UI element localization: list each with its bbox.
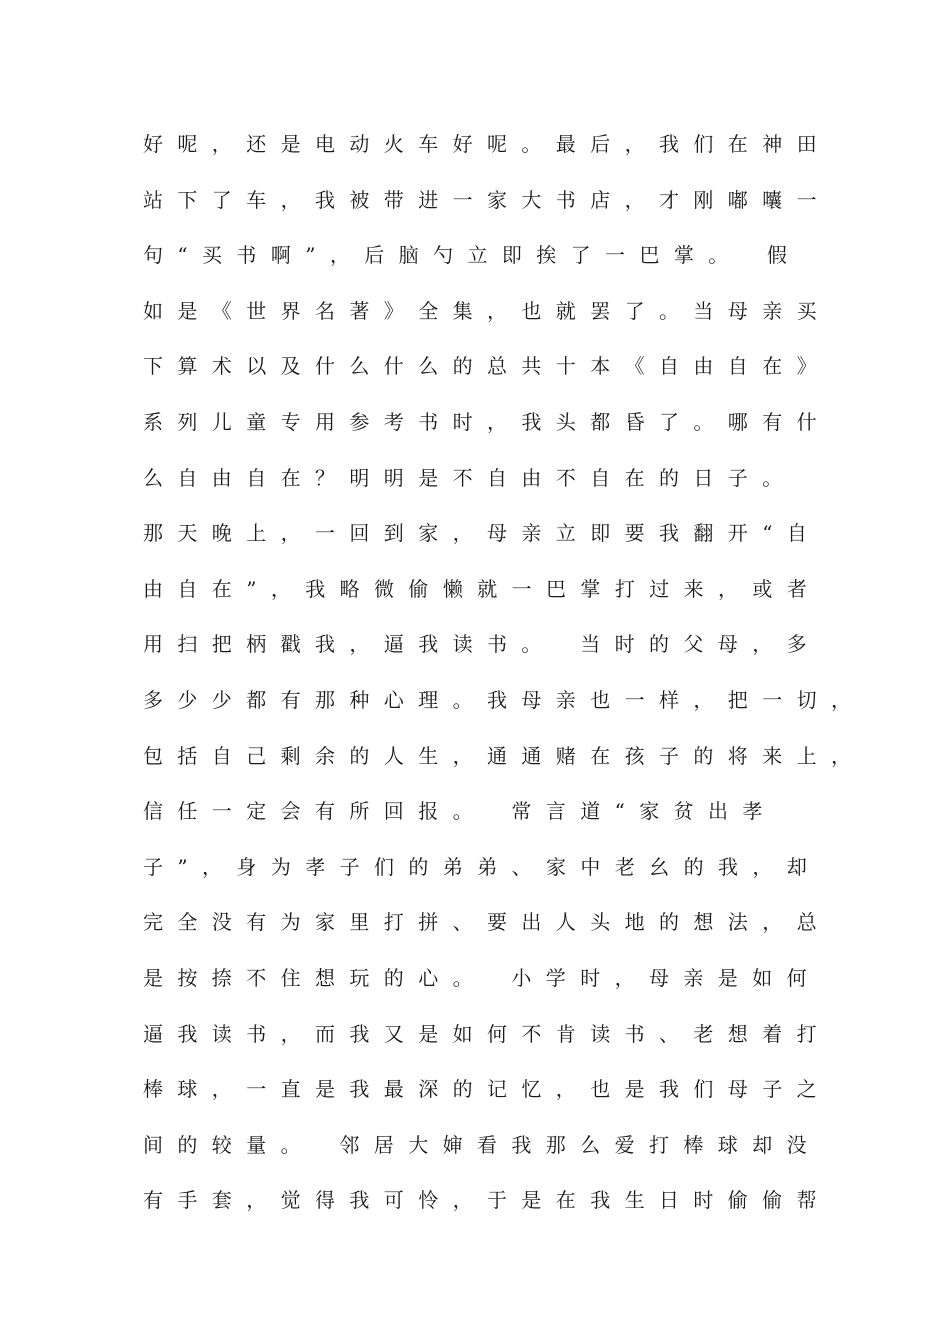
text-line-19: 间的较量。 邻居大婶看我那么爱打棒球却没 — [143, 1132, 821, 1157]
text-line-8: 那天晚上，一回到家，母亲立即要我翻开“自 — [143, 521, 822, 546]
text-line-12: 包括自己剩余的人生，通通赌在孩子的将来上， — [143, 743, 866, 768]
text-line-11: 多少少都有那种心理。我母亲也一样，把一切， — [143, 687, 866, 712]
text-line-2: 站下了车，我被带进一家大书店，才刚嘟囔一 — [143, 187, 831, 212]
text-line-15: 完全没有为家里打拼、要出人头地的想法，总 — [143, 910, 831, 935]
text-line-14: 子”，身为孝子们的弟弟、家中老幺的我，却 — [143, 854, 822, 879]
text-line-17: 逼我读书，而我又是如何不肯读书、老想着打 — [143, 1021, 831, 1046]
text-line-16: 是按捺不住想玩的心。 小学时，母亲是如何 — [143, 965, 821, 990]
text-line-10: 用扫把柄戳我，逼我读书。 当时的父母，多 — [143, 632, 821, 657]
text-line-5: 下算术以及什么什么的总共十本《自由自在》 — [143, 354, 831, 379]
text-line-1: 好呢，还是电动火车好呢。最后，我们在神田 — [143, 132, 831, 156]
text-line-20: 有手套，觉得我可怜，于是在我生日时偷偷帮 — [143, 1188, 831, 1213]
text-line-6: 系列儿童专用参考书时，我头都昏了。哪有什 — [143, 409, 831, 434]
text-line-7: 么自由自在？明明是不自由不自在的日子。 — [143, 465, 797, 490]
text-line-9: 由自在”，我略微偷懒就一巴掌打过来，或者 — [143, 576, 822, 601]
text-line-4: 如是《世界名著》全集，也就罢了。当母亲买 — [143, 298, 831, 323]
text-line-3: 句“买书啊”，后脑勺立即挨了一巴掌。 假 — [143, 243, 802, 268]
body-text — [143, 128, 866, 1240]
text-line-18: 棒球，一直是我最深的记忆，也是我们母子之 — [143, 1077, 831, 1102]
text-line-13: 信任一定会有所回报。 常言道“家贫出孝 — [143, 799, 777, 824]
